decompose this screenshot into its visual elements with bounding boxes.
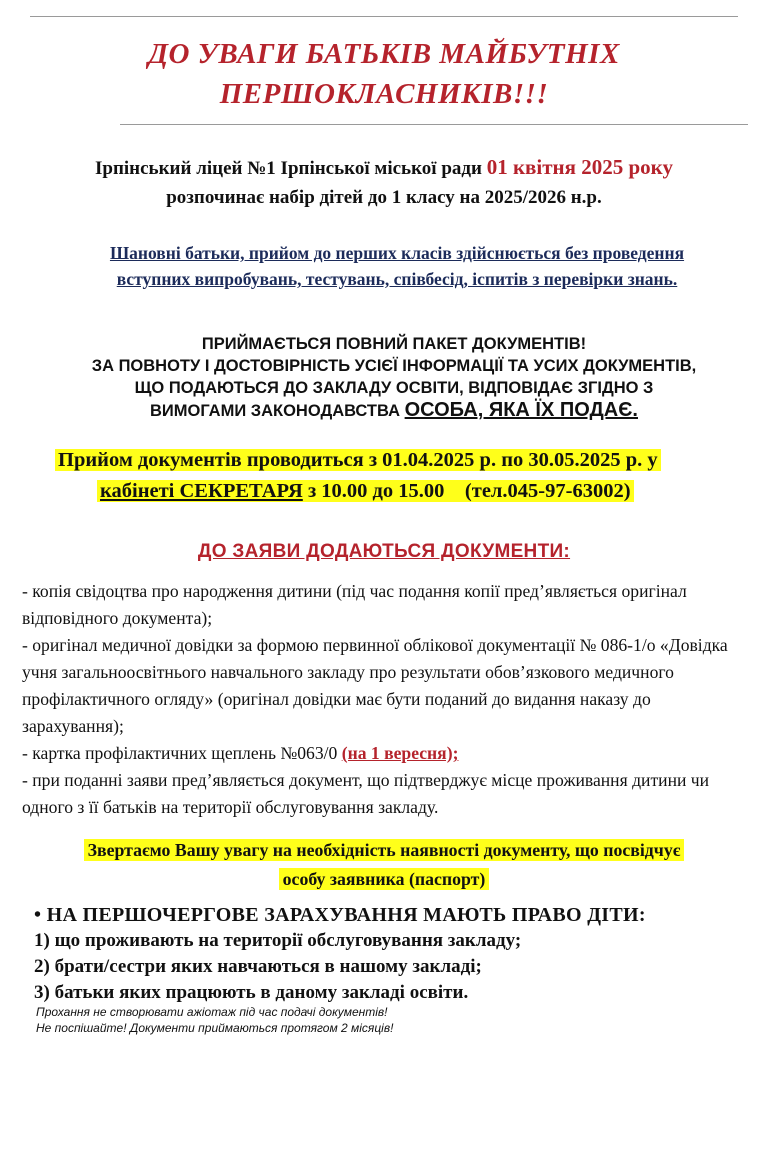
priority-enrollment — [34, 902, 758, 1006]
list-item: - при поданні заяви пред’являється документ, що підтверджує місце проживання дитини чи одного з її батьків на території обслуговування закладу. — [22, 770, 710, 817]
notice-line-1: Шановні батьки, прийом до перших класів здійснюється без проведення — [109, 243, 685, 263]
attention-line-2: особу заявника (паспорт) — [279, 868, 490, 890]
reception-office: кабінеті СЕКРЕТАРЯ — [100, 480, 303, 502]
documents-responsibility — [40, 333, 748, 422]
list-item: - оригінал медичної довідки за формою первинної облікової документації № 086-1/о «Довідка учня загальноосвітнього навчального закладу про результати обов’язкового медичного профілактичного огляду» (оригінал довідки має бути поданий до видання наказу до зарахування); — [22, 635, 728, 736]
list-item: - копія свідоцтва про народження дитини (під час подання копії пред’являється оригінал відповідного документа); — [22, 581, 687, 628]
documents-list — [22, 578, 750, 821]
intro-line-1 — [20, 153, 748, 183]
admission-notice — [40, 240, 754, 292]
page-title — [0, 34, 768, 114]
caps-line-4 — [40, 399, 748, 422]
title-divider — [120, 124, 748, 125]
attention-line-1: Звертаємо Вашу увагу на необхідність наявності документу, що посвідчує — [84, 839, 685, 861]
list-item: 2) брати/сестри яких навчаються в нашому закладі; — [34, 956, 482, 977]
intro-line-2: розпочинає набір дітей до 1 класу на 2025/2026 н.р. — [166, 187, 602, 208]
footnote — [36, 1004, 758, 1036]
reception-hours: з 10.00 до 15.00 (тел.045-97-63002) — [302, 480, 631, 502]
caps-line-1: ПРИЙМАЄТЬСЯ ПОВНИЙ ПАКЕТ ДОКУМЕНТІВ! — [201, 335, 587, 353]
reception-dates: Прийом документів проводиться з 01.04.2025 р. по 30.05.2025 р. у — [55, 449, 661, 471]
title-line-1: ДО УВАГИ БАТЬКІВ МАЙБУТНІХ — [148, 38, 620, 70]
list-item — [22, 740, 750, 767]
reception-schedule — [55, 445, 661, 507]
footnote-line-1: Прохання не створювати ажіотаж під час подачі документів! — [36, 1005, 388, 1019]
caps-line-4-emphasis: ОСОБА, ЯКА ЇХ ПОДАЄ. — [404, 399, 638, 421]
intro-school: Ірпінський ліцей №1 Ірпінської міської ради — [94, 158, 487, 179]
list-item-text: - картка профілактичних щеплень №063/0 — [22, 743, 342, 763]
list-item: 1) що проживають на території обслуговування закладу; — [34, 930, 522, 951]
caps-line-3: ЩО ПОДАЮТЬСЯ ДО ЗАКЛАДУ ОСВІТИ, ВІДПОВІДАЄ ЗГІДНО З — [134, 379, 654, 397]
passport-notice — [30, 836, 738, 894]
priority-heading: • НА ПЕРШОЧЕРГОВЕ ЗАРАХУВАННЯ МАЮТЬ ПРАВО ДІТИ: — [34, 904, 646, 926]
top-divider — [30, 16, 738, 17]
list-item: 3) батьки яких працюють в даному закладі освіти. — [34, 982, 469, 1003]
intro-date: 01 квітня 2025 року — [486, 155, 673, 179]
caps-line-4-text: ВИМОГАМИ ЗАКОНОДАВСТВА — [150, 402, 405, 420]
list-item-note: (на 1 вересня); — [341, 743, 459, 763]
documents-heading: ДО ЗАЯВИ ДОДАЮТЬСЯ ДОКУМЕНТИ: — [197, 541, 571, 562]
intro-text — [20, 153, 748, 212]
footnote-line-2: Не поспішайте! Документи приймаються протягом 2 місяців! — [36, 1021, 394, 1035]
caps-line-2: ЗА ПОВНОТУ І ДОСТОВІРНІСТЬ УСІЄЇ ІНФОРМАЦІЇ ТА УСИХ ДОКУМЕНТІВ, — [91, 357, 697, 375]
notice-line-2: вступних випробувань, тестувань, співбесід, іспитів з перевірки знань. — [116, 269, 678, 289]
title-line-2: ПЕРШОКЛАСНИКІВ!!! — [219, 78, 549, 110]
